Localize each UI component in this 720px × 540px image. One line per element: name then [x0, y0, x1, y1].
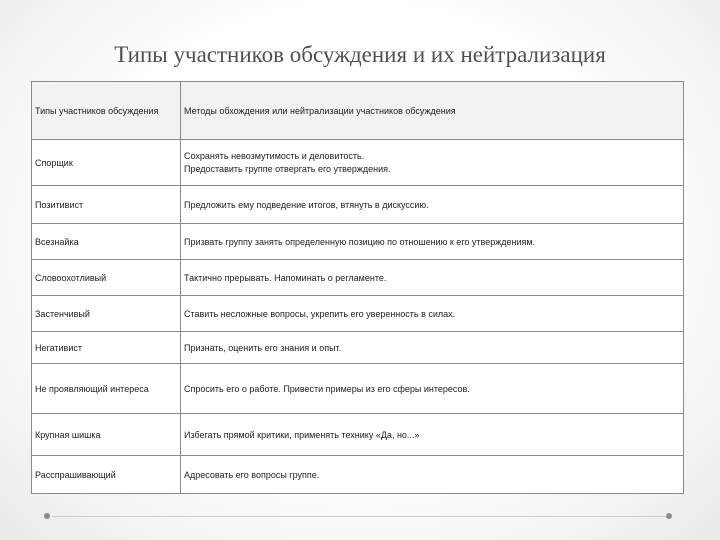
- participants-table: [31, 81, 684, 494]
- participant-type: Не проявляющий интереса: [32, 364, 181, 414]
- participant-type: Позитивист: [32, 186, 181, 224]
- header-participant-type: Типы участников обсуждения: [32, 82, 181, 140]
- table-row: [32, 296, 684, 332]
- table-row: [32, 224, 684, 260]
- table-row: [32, 456, 684, 494]
- method-text: Призвать группу занять определенную позицию по отношению к его утверждениям.: [181, 224, 684, 260]
- left-bullet-dot: [44, 513, 50, 519]
- method-text: Избегать прямой критики, применять технику «Да, но...»: [181, 414, 684, 456]
- participant-type: Спорщик: [32, 140, 181, 186]
- participant-type: Словоохотливый: [32, 260, 181, 296]
- method-text: Предложить ему подведение итогов, втянуть в дискуссию.: [181, 186, 684, 224]
- method-text: Адресовать его вопросы группе.: [181, 456, 684, 494]
- table-row: [32, 260, 684, 296]
- table-header-row: [32, 82, 684, 140]
- method-text: Тактично прерывать. Напоминать о регламенте.: [181, 260, 684, 296]
- method-text: Ставить несложные вопросы, укрепить его уверенность в силах.: [181, 296, 684, 332]
- table-row: [32, 332, 684, 364]
- method-text: Сохранять невозмутимость и деловитость.: [184, 151, 365, 161]
- bottom-divider: [52, 516, 668, 517]
- slide-title: Типы участников обсуждения и их нейтрализация: [114, 42, 606, 67]
- table-row: [32, 140, 684, 186]
- right-bullet-dot: [666, 513, 672, 519]
- table-row: [32, 414, 684, 456]
- participant-type: Негативист: [32, 332, 181, 364]
- method-text: Предоставить группе отвергать его утверждения.: [184, 164, 391, 174]
- header-methods: Методы обхождения или нейтрализации участников обсуждения: [181, 82, 684, 140]
- participant-type: Застенчивый: [32, 296, 181, 332]
- participant-type: Всезнайка: [32, 224, 181, 260]
- method-text: Признать, оценить его знания и опыт.: [181, 332, 684, 364]
- participant-methods: [181, 140, 684, 186]
- participant-type: Расспрашивающий: [32, 456, 181, 494]
- table-row: [32, 186, 684, 224]
- participant-type: Крупная шишка: [32, 414, 181, 456]
- table-row: [32, 364, 684, 414]
- method-text: Спросить его о работе. Привести примеры из его сферы интересов.: [181, 364, 684, 414]
